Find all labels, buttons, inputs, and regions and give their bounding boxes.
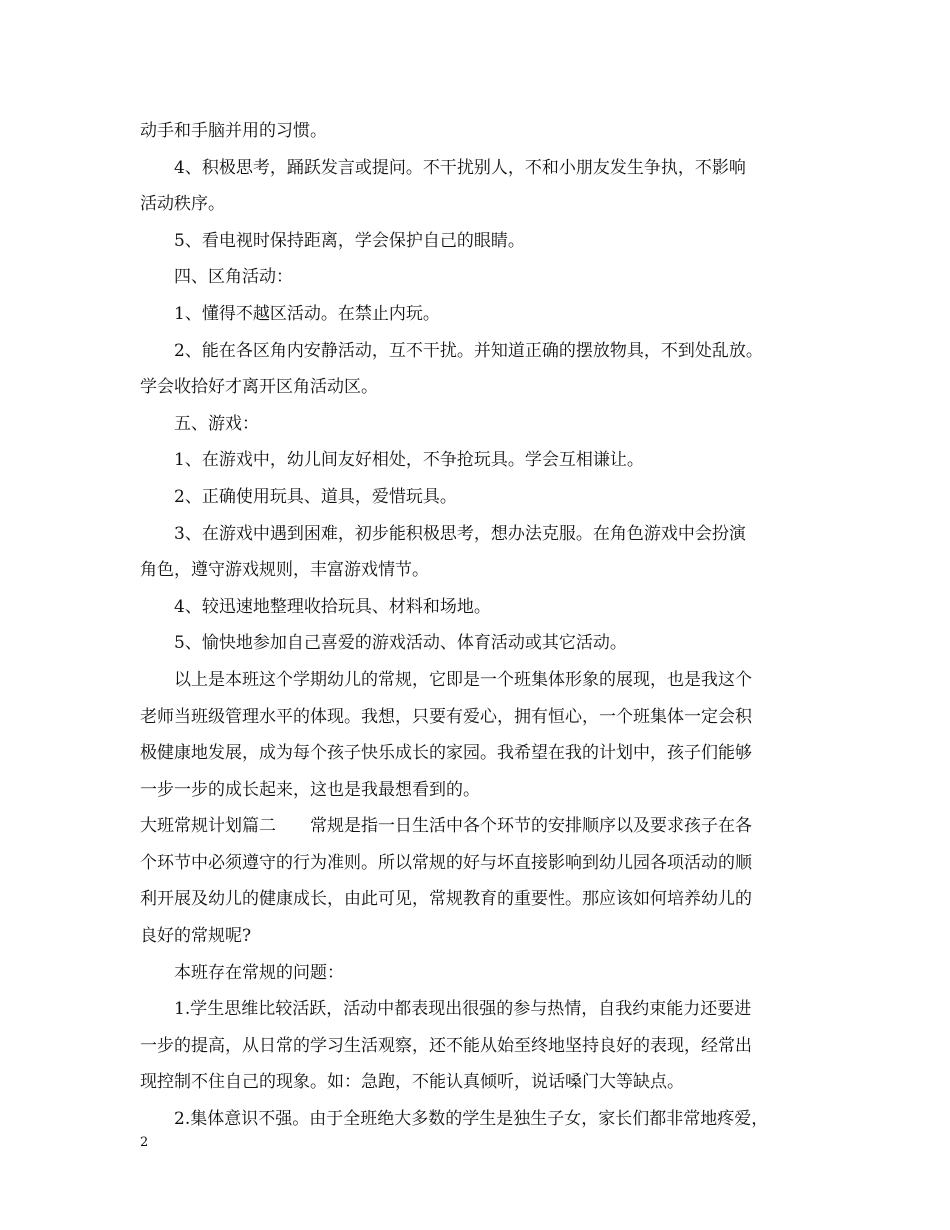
text-line: 利开展及幼儿的健康成长，由此可见，常规教育的重要性。那应该如何培养幼儿的 bbox=[140, 889, 752, 910]
text-line: 4、较迅速地整理收拾玩具、材料和场地。 bbox=[174, 596, 491, 617]
text-line: 一步一步的成长起来，这也是我最想看到的。 bbox=[140, 779, 480, 800]
document-body bbox=[140, 113, 830, 1138]
text-line: 动手和手脑并用的习惯。 bbox=[140, 121, 327, 141]
text-line: 老师当班级管理水平的体现。我想，只要有爱心，拥有恒心，一个班集体一定会积 bbox=[140, 706, 752, 727]
page-number: 2 bbox=[140, 1135, 149, 1150]
text-line: 4、积极思考，踊跃发言或提问。不干扰别人，不和小朋友发生争执，不影响 bbox=[174, 157, 746, 178]
text-line: 角色，遵守游戏规则，丰富游戏情节。 bbox=[140, 560, 429, 581]
text-line: 活动秩序。 bbox=[140, 194, 225, 215]
text-line: 2.集体意识不强。由于全班绝大多数的学生是独生子女，家长们都非常地疼爱， bbox=[174, 1109, 769, 1130]
text-line: 学会收拾好才离开区角活动区。 bbox=[140, 377, 378, 398]
text-line: 个环节中必须遵守的行为准则。所以常规的好与坏直接影响到幼儿园各项活动的顺 bbox=[140, 852, 752, 873]
text-line: 极健康地发展，成为每个孩子快乐成长的家园。我希望在我的计划中，孩子们能够 bbox=[140, 743, 752, 764]
text-line: 一步的提高，从日常的学习生活观察，还不能从始至终地坚持良好的表现，经常出 bbox=[140, 1035, 752, 1056]
text-line: 以上是本班这个学期幼儿的常规，它即是一个班集体形象的展现，也是我这个 bbox=[174, 669, 752, 690]
text-line: 1、懂得不越区活动。在禁止内玩。 bbox=[174, 303, 440, 324]
text-line: 1.学生思维比较活跃，活动中都表现出很强的参与热情，自我约束能力还要进 bbox=[174, 999, 752, 1020]
text-line: 2、正确使用玩具、道具，爱惜玩具。 bbox=[174, 486, 457, 507]
text-line: 5、愉快地参加自己喜爱的游戏活动、体育活动或其它活动。 bbox=[174, 633, 627, 654]
text-line: 良好的常规呢? bbox=[140, 926, 252, 947]
text-line: 现控制不住自己的现象。如：急跑，不能认真倾听，说话嗓门大等缺点。 bbox=[140, 1072, 684, 1093]
text-line: 五、游戏： bbox=[174, 413, 259, 434]
text-line: 大班常规计划篇二 常规是指一日生活中各个环节的安排顺序以及要求孩子在各 bbox=[140, 816, 752, 837]
text-line: 5、看电视时保持距离，学会保护自己的眼睛。 bbox=[174, 230, 525, 251]
text-line: 本班存在常规的问题： bbox=[174, 962, 344, 983]
text-line: 3、在游戏中遇到困难，初步能积极思考，想办法克服。在角色游戏中会扮演 bbox=[174, 523, 746, 544]
text-line: 四、区角活动： bbox=[174, 267, 293, 288]
text-line: 1、在游戏中，幼儿间友好相处，不争抢玩具。学会互相谦让。 bbox=[174, 450, 644, 471]
text-line: 2、能在各区角内安静活动，互不干扰。并知道正确的摆放物具，不到处乱放。 bbox=[174, 340, 763, 361]
